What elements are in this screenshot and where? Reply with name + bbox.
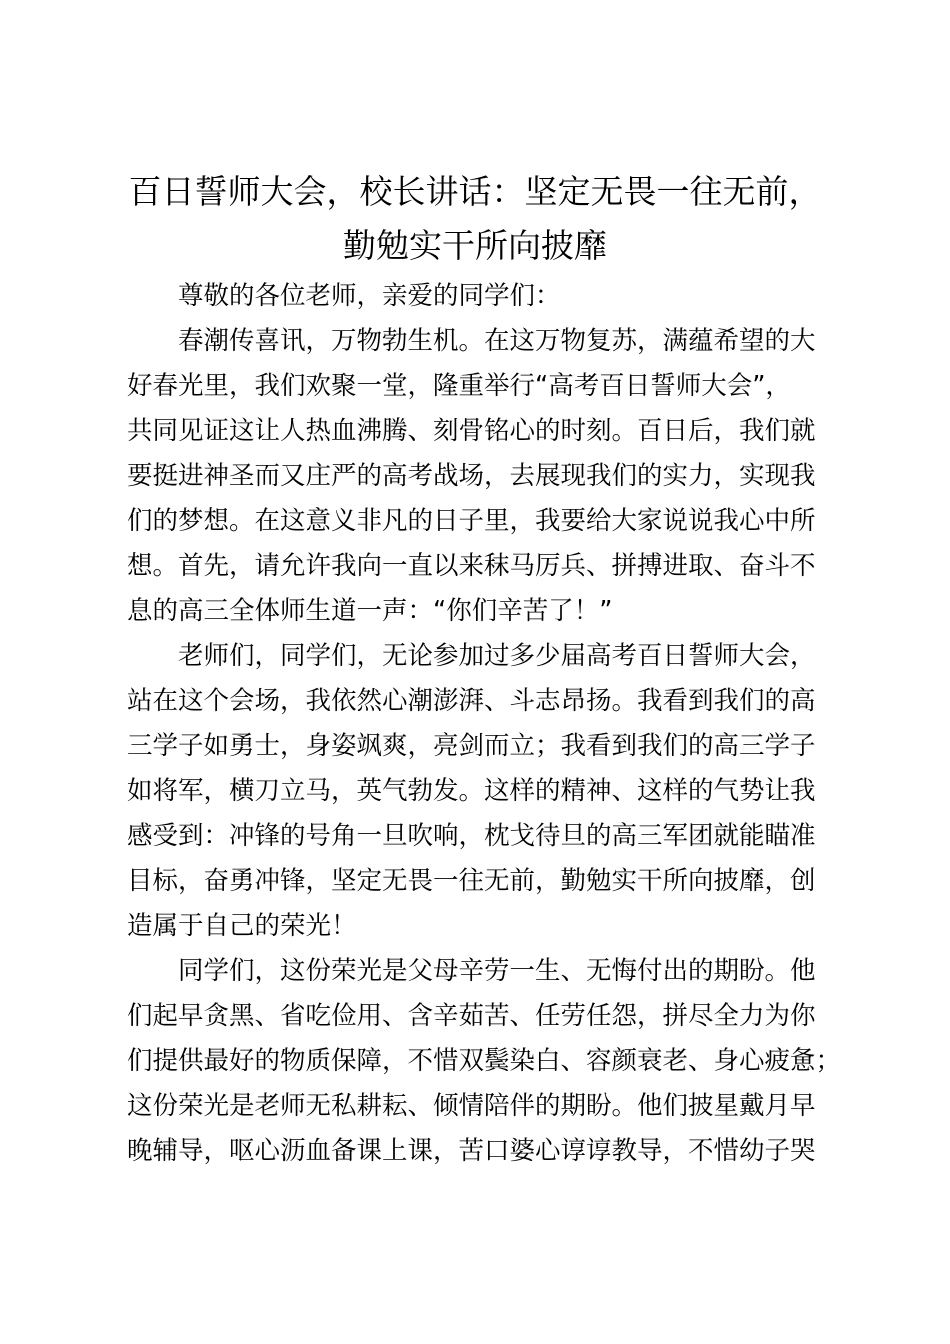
body-line: 们起早贪黑、省吃俭用、含辛茹苦、任劳任怨，拼尽全力为你: [127, 1001, 816, 1031]
body-line: 如将军，横刀立马，英气勃发。这样的精神、这样的气势让我: [127, 776, 816, 806]
body-line: 们的梦想。在这意义非凡的日子里，我要给大家说说我心中所: [127, 506, 816, 536]
body-line: 共同见证这让人热血沸腾、刻骨铭心的时刻。百日后，我们就: [127, 416, 816, 446]
body-line: 想。首先，请允许我向一直以来秣马厉兵、拼搏进取、奋斗不: [127, 551, 816, 581]
body-line: 晚辅导，呕心沥血备课上课，苦口婆心谆谆教导，不惜幼子哭: [127, 1136, 816, 1166]
document-title-line-2: 勤勉实干所向披靡: [343, 226, 607, 265]
document-body: [127, 274, 842, 1174]
body-line: 息的高三全体师生道一声：“你们辛苦了！”: [127, 596, 613, 626]
body-line: 这份荣光是老师无私耕耘、倾情陪伴的期盼。他们披星戴月早: [127, 1091, 816, 1121]
body-line: 目标，奋勇冲锋，坚定无畏一往无前，勤勉实干所向披靡，创: [127, 866, 816, 896]
body-line: 春潮传喜讯，万物勃生机。在这万物复苏，满蕴希望的大: [178, 326, 816, 356]
body-line: 老师们，同学们，无论参加过多少届高考百日誓师大会，: [178, 641, 816, 671]
document-title-line-1: 百日誓师大会，校长讲话：坚定无畏一往无前，: [128, 172, 822, 211]
body-line: 三学子如勇士，身姿飒爽，亮剑而立；我看到我们的高三学子: [127, 731, 816, 761]
body-line: 尊敬的各位老师，亲爱的同学们：: [178, 281, 561, 311]
body-line: 造属于自己的荣光！: [127, 911, 357, 941]
body-line: 要挺进神圣而又庄严的高考战场，去展现我们的实力，实现我: [127, 461, 816, 491]
body-line: 站在这个会场，我依然心潮澎湃、斗志昂扬。我看到我们的高: [127, 686, 816, 716]
body-line: 好春光里，我们欢聚一堂，隆重举行“高考百日誓师大会”，: [127, 371, 791, 401]
body-line: 感受到：冲锋的号角一旦吹响，枕戈待旦的高三军团就能瞄准: [127, 821, 816, 851]
body-line: 同学们，这份荣光是父母辛劳一生、无悔付出的期盼。他: [178, 956, 816, 986]
body-line: 们提供最好的物质保障，不惜双鬓染白、容颜衰老、身心疲惫；: [127, 1046, 842, 1076]
